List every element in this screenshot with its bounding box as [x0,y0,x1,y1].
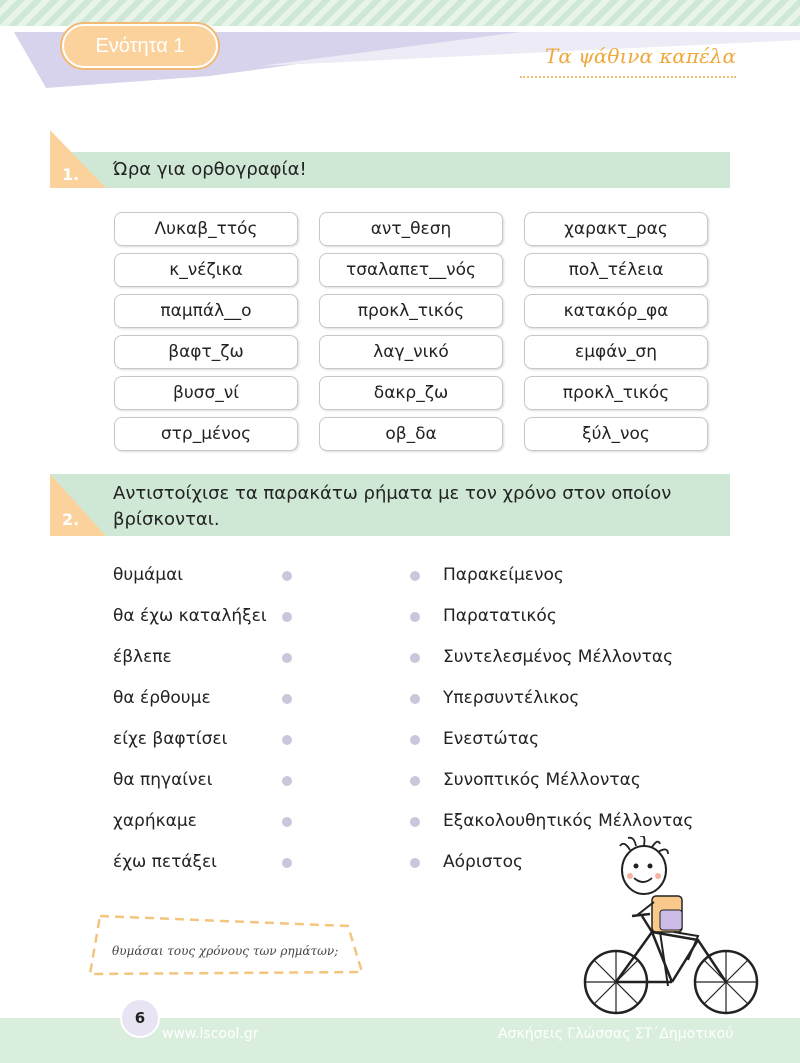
tense-item: Ενεστώτας [443,729,540,749]
tense-item: Αόριστος [443,852,523,872]
word-box[interactable]: κατακόρ_φα [524,294,708,328]
word-box[interactable]: εμφάν_ση [524,335,708,369]
header-stripe [0,0,800,26]
match-dot-right[interactable] [410,694,420,704]
tense-item: Εξακολουθητικός Μέλλοντας [443,811,694,831]
section-2-title-line2: βρίσκονται. [113,509,220,530]
match-dot-left[interactable] [282,612,292,622]
word-box[interactable]: χαρακτ_ρας [524,212,708,246]
section-2-title-line1: Αντιστοίχισε τα παρακάτω ρήματα με τον χρόνο στον οποίον [113,483,672,504]
verb-item: χαρήκαμε [113,811,197,831]
tense-item: Συντελεσμένος Μέλλοντας [443,647,674,667]
tense-item: Παρατατικός [443,606,557,626]
verb-item: είχε βαφτίσει [113,729,228,749]
verb-item: θα πηγαίνει [113,770,213,790]
match-dot-right[interactable] [410,858,420,868]
match-dot-right[interactable] [410,735,420,745]
kid-on-bicycle-illustration [580,836,770,1016]
word-box[interactable]: τσαλαπετ__νός [319,253,503,287]
tense-item: Συνοπτικός Μέλλοντας [443,770,641,790]
footer-book-title: Ασκήσεις Γλώσσας ΣΤ΄Δημοτικού [498,1026,734,1042]
word-box[interactable]: προκλ_τικός [524,376,708,410]
match-dot-left[interactable] [282,571,292,581]
match-dot-left[interactable] [282,694,292,704]
match-dot-right[interactable] [410,776,420,786]
section-1-title: Ώρα για ορθογραφία! [113,159,307,180]
tense-item: Παρακείμενος [443,565,564,585]
match-dot-left[interactable] [282,817,292,827]
verb-item: θα έχω καταλήξει [113,606,267,626]
footer-site-link[interactable]: www.lscool.gr [162,1026,259,1042]
unit-label: Ενότητα 1 [62,24,218,68]
match-dot-left[interactable] [282,735,292,745]
word-box[interactable]: στρ_μένος [114,417,298,451]
verb-item: θυμάμαι [113,565,184,585]
word-box[interactable]: βυσσ_νί [114,376,298,410]
word-box[interactable]: δακρ_ζω [319,376,503,410]
tense-item: Υπερσυντέλικος [443,688,580,708]
page-number: 6 [120,998,160,1038]
word-box[interactable]: προκλ_τικός [319,294,503,328]
match-dot-left[interactable] [282,776,292,786]
word-box[interactable]: Λυκαβ_ττός [114,212,298,246]
note-text: θυμάσαι τους χρόνους των ρημάτων; [112,944,339,958]
verb-item: έβλεπε [113,647,172,667]
word-box[interactable]: κ_νέζικα [114,253,298,287]
section-1-number: 1. [62,165,80,184]
match-dot-right[interactable] [410,612,420,622]
section-2-number: 2. [62,510,80,529]
word-box[interactable]: αντ_θεση [319,212,503,246]
match-dot-right[interactable] [410,571,420,581]
word-box[interactable]: λαγ_νικό [319,335,503,369]
word-box[interactable]: ξύλ_νος [524,417,708,451]
word-box[interactable]: οβ_δα [319,417,503,451]
word-box[interactable]: βαφτ_ζω [114,335,298,369]
lesson-title: Τα ψάθινα καπέλα [520,44,736,78]
verb-item: θα έρθουμε [113,688,211,708]
match-dot-right[interactable] [410,817,420,827]
word-box[interactable]: πολ_τέλεια [524,253,708,287]
verb-item: έχω πετάξει [113,852,217,872]
word-box[interactable]: παμπάλ__ο [114,294,298,328]
match-dot-left[interactable] [282,858,292,868]
match-dot-left[interactable] [282,653,292,663]
match-dot-right[interactable] [410,653,420,663]
